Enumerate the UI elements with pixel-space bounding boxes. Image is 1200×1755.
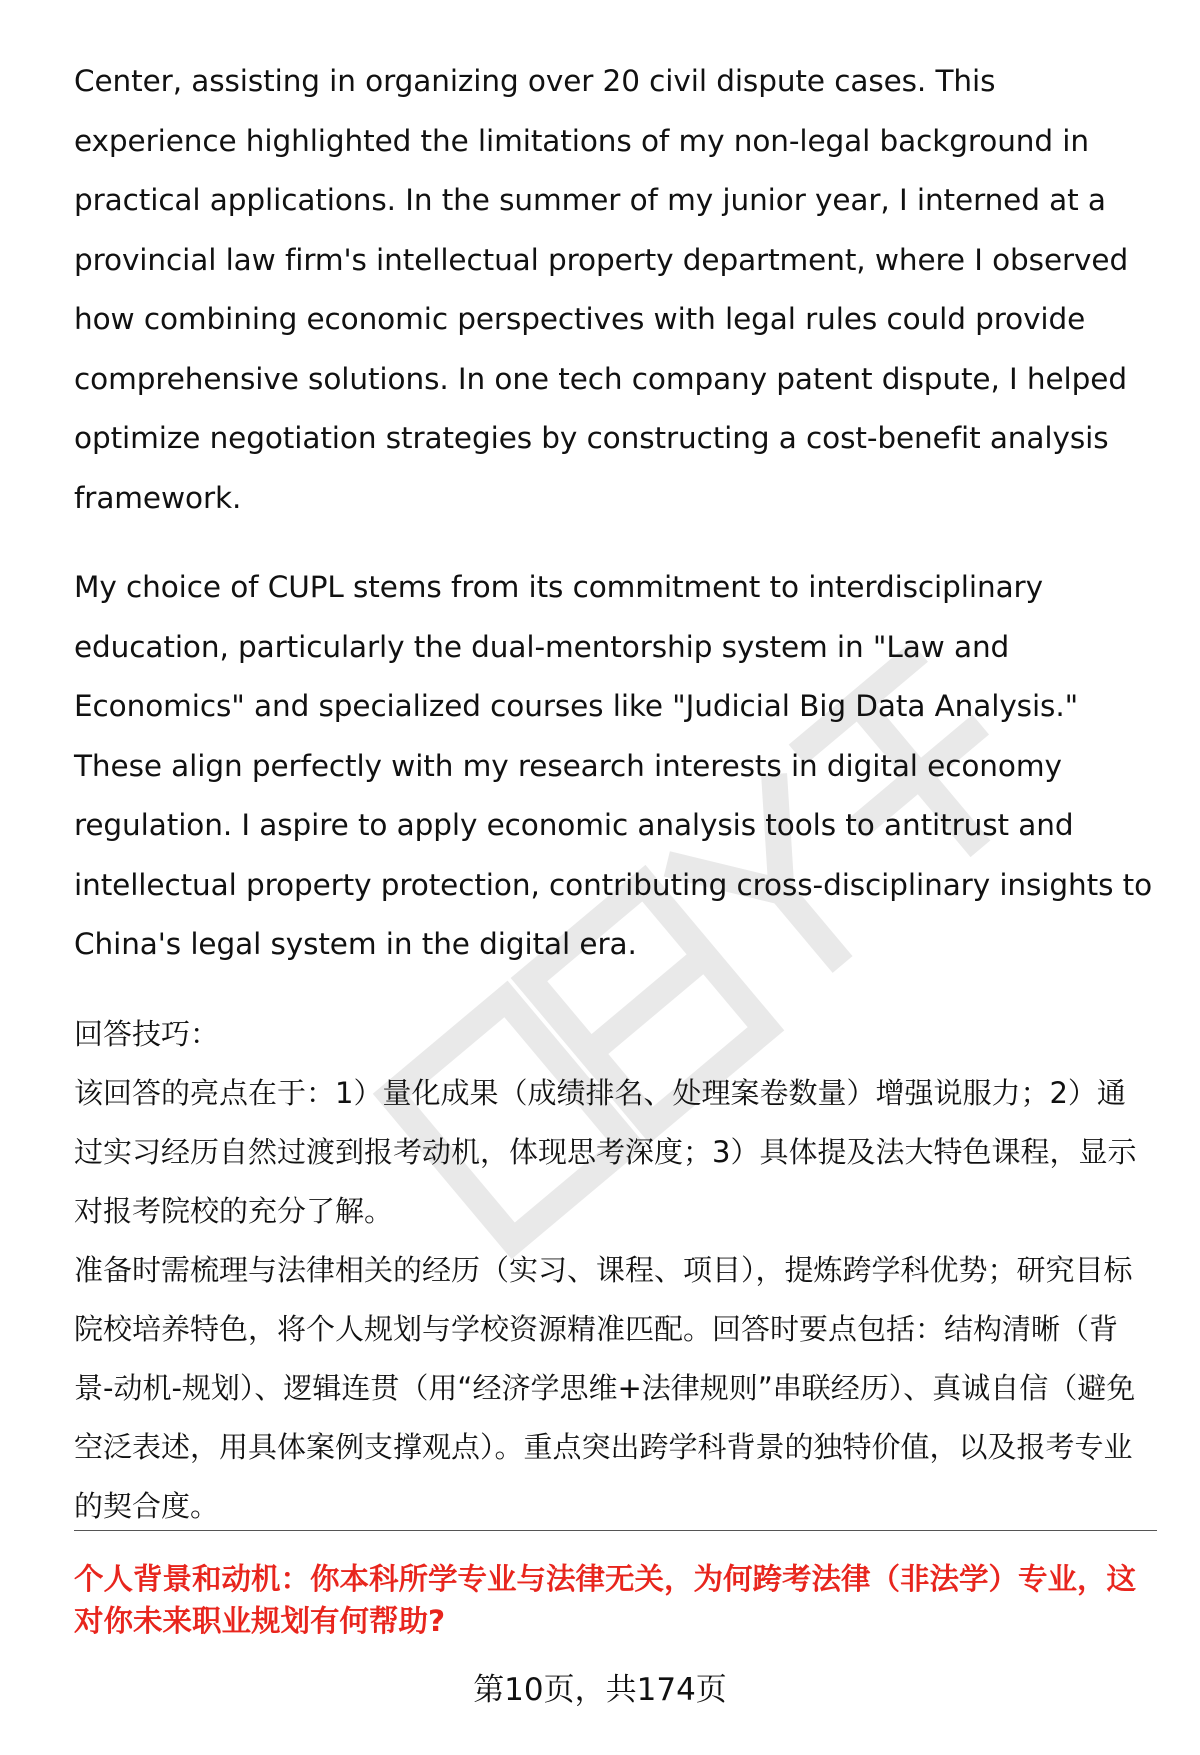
section-divider	[74, 1530, 1157, 1531]
tips-preparation: 准备时需梳理与法律相关的经历（实习、课程、项目），提炼跨学科优势；研究目标院校培养特色，将个人规划与学校资源精准匹配。回答时要点包括：结构清晰（背景-动机-规划）、逻辑连贯（用“经济学思维+法律规则”串联经历）、真诚自信（避免空泛表述，用具体案例支撑观点）。重点突出跨学科背景的独特价值，以及报考专业的契合度。	[74, 1252, 1136, 1523]
body-paragraph-2: My choice of CUPL stems from its commitment to interdisciplinary education, particularly the dual-mentorship system in "Law and Economics" and specialized courses like "Judicial Big Data Analysis." These align perfectly with my research interests in digital economy regulation. I aspire to apply economic analysis tools to antitrust and intellectual property protection, contributing cross-disciplinary insights to China's legal system in the digital era.	[74, 570, 1153, 961]
tips-section	[74, 1005, 1154, 1536]
document-page	[74, 52, 1154, 1536]
body-paragraph-1: Center, assisting in organizing over 20 civil dispute cases. This experience highlighted the limitations of my non-legal background in practical applications. In the summer of my junior year, I interned at a provincial law firm's intellectual property department, where I observed how combining economic perspectives with legal rules could provide comprehensive solutions. In one tech company patent dispute, I helped optimize negotiation strategies by constructing a cost-benefit analysis framework.	[74, 64, 1129, 515]
next-question-heading: 个人背景和动机：你本科所学专业与法律无关，为何跨考法律（非法学）专业，这对你未来职业规划有何帮助?	[74, 1562, 1137, 1638]
page-number-footer: 第10页，共174页	[473, 1672, 727, 1708]
tips-heading: 回答技巧：	[74, 1016, 220, 1051]
tips-highlight: 该回答的亮点在于：1）量化成果（成绩排名、处理案卷数量）增强说服力；2）通过实习经历自然过渡到报考动机，体现思考深度；3）具体提及法大特色课程，显示对报考院校的充分了解。	[74, 1075, 1137, 1228]
